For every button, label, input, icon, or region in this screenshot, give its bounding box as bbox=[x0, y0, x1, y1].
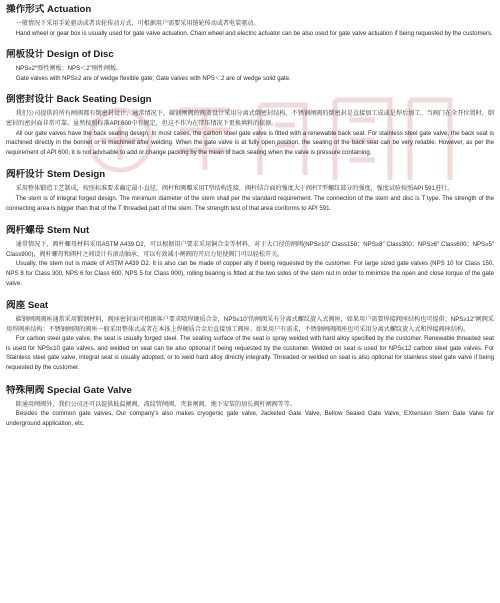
paragraph-zh: 我们公司提供的所有闸阀都有倒密封设计，通常情况下，碳钢闸阀的阀盖设计采用分离式倒密封结构，不锈钢闸阀的倒密封是直接加工成或是焊后加工。当阀门在全开位置时，倒密封的密封面非常可靠。虽然按照标准API 600中有规定，但这不作为在带压情况下更换填料的依据。 bbox=[6, 110, 494, 127]
section-disc-design bbox=[6, 49, 494, 83]
paragraph-zh: NPS≥2"弹性闸板；NPS＜2"刚性闸板。 bbox=[15, 65, 123, 73]
paragraph-en: All our gate valves have the back seating design. In most cases, the carbon steel gate valve is fitted with a renewable back seat. For stainless steel gate valve, the back seat is machined directly in the bonnet or is machined after welding. When the gate valve is at fully open position, the sealing of the back seat can be very reliable. However, as per the requirement of API 600, it is not advisable to add or change packing by the mean of back seating when the valve is pressure containing. bbox=[6, 129, 494, 156]
paragraph-en: For carbon steel gate valve, the seat is usually forged steel. The sealing surface of the seat is spray welded with hard alloy specified by the customer. Renewable threaded seat is used for NPS≤10 gate valves, and welded on seat can be also optional if being requested by the customer. Welded on seat is used for NPS≤12 carbon steel gate valves. For Stainless steel gate valve, integral seat is usually adopted, or to weld hard alloy directly integrally. Threaded or welded on seat is also optional for stainless steel gate valve if being requested by the customer. bbox=[6, 335, 494, 372]
paragraph-zh: 通常情况下，阀杆螺母材料采用ASTM A439 D2，可以根据用户要求采用铜合金等材料，对于大口径的闸阀(NPS≥10" Class150；NPS≥8" Class300；NPS≥6" Class600；NPS≥5" Class900)，阀杆螺母和阀杆之间设计有滚动轴承，可以有效减小闸阀的开启力矩使阀门可以轻松开关。 bbox=[6, 241, 494, 258]
paragraph-zh: 除通用闸阀外，我们公司还可以提供低温闸阀、波纹管闸阀、夹套闸阀、地下安装的加长阀杆闸阀等等。 bbox=[15, 400, 297, 408]
section-heading: 阀杆设计 Stem Design bbox=[6, 169, 106, 181]
paragraph-en: Hand wheel or gear box is usually used for gate valve actuation. Chain wheel and electric actuator can be also used for gate valve actuation if being requested by the customers. bbox=[15, 29, 493, 37]
section-heading: 阀杆螺母 Stem Nut bbox=[6, 225, 90, 237]
section-heading: 倒密封设计 Back Seating Design bbox=[6, 94, 152, 106]
section-heading: 阀座 Seat bbox=[6, 300, 49, 312]
section-special-gate-valve bbox=[6, 385, 494, 429]
paragraph-zh: 采用整体锻造工艺制成，按照标准要求确定最小直径，阀杆和阀瓣采用T型结构连接，阀杆结合面的强度大于阀杆T型螺纹部分的强度，强度试验按照API 591进行。 bbox=[15, 185, 454, 193]
section-heading: 闸板设计 Design of Disc bbox=[6, 49, 114, 61]
section-stem-nut bbox=[6, 225, 494, 288]
section-seat bbox=[6, 300, 494, 373]
section-actuation bbox=[6, 4, 494, 38]
paragraph-zh: 一般情况下采用手轮驱动或者齿轮传动方式，可根据用户需要采用链轮传动或者电装驱动。 bbox=[15, 20, 260, 27]
section-heading: 操作形式 Actuation bbox=[6, 4, 92, 15]
paragraph-zh: 碳钢闸阀阀座通常采用锻钢材料，阀座密封面可根据客户要求喷焊硬质合金，NPS≤10"的闸阀采有分离式螺纹旋入式阀座，如果用户需要焊接阀座结构也可提供；NPS≥12"闸阀采用焊阀座结构；不锈钢闸阀的阀座一般采用整体式或者在本体上焊硬质合金后直接加工阀座。如果用户有需求，不锈钢闸阀阀座也可采用分离式螺纹旋入式和焊接阀座结构。 bbox=[6, 316, 494, 333]
section-back-seating bbox=[6, 94, 494, 157]
paragraph-en: Usually, the stem nut is made of ASTM A439 D2. It is also can be made of copper ally if being requested by the customer. For large sized gate valves (NPS 10 for Class 150, NPS 8 for Class 300, NPS 6 for Class 600, NPS 5 for Class 900), rolling bearing is fitted at the two sides of the stem nut in order to minimize the open and close torque of the gate valve. bbox=[6, 260, 494, 287]
paragraph-en: The stem is of integral forged design. The minimum diameter of the stem shall per the standard requirement. The connection of the stem and disc is T type. The strength of the connecting area is bigger than that of the T threaded part of the stem. The strength test of that area conforms to API 591. bbox=[6, 194, 494, 212]
paragraph-en: Gate valves with NPS≥2 are of wedge flexible gate; Gate valves with NPS＜2 are of wedge solid gate. bbox=[15, 74, 291, 82]
paragraph-en: Besides the common gate valves, Our company's also makes cryogenic gate valve, Jacketed Gate Valve, Bellow Sealed Gate Valve, EXtension Stem Gate Valve for underground application, etc. bbox=[6, 410, 494, 427]
section-stem-design bbox=[6, 169, 494, 213]
section-heading: 特殊闸阀 Special Gate Valve bbox=[6, 384, 132, 396]
